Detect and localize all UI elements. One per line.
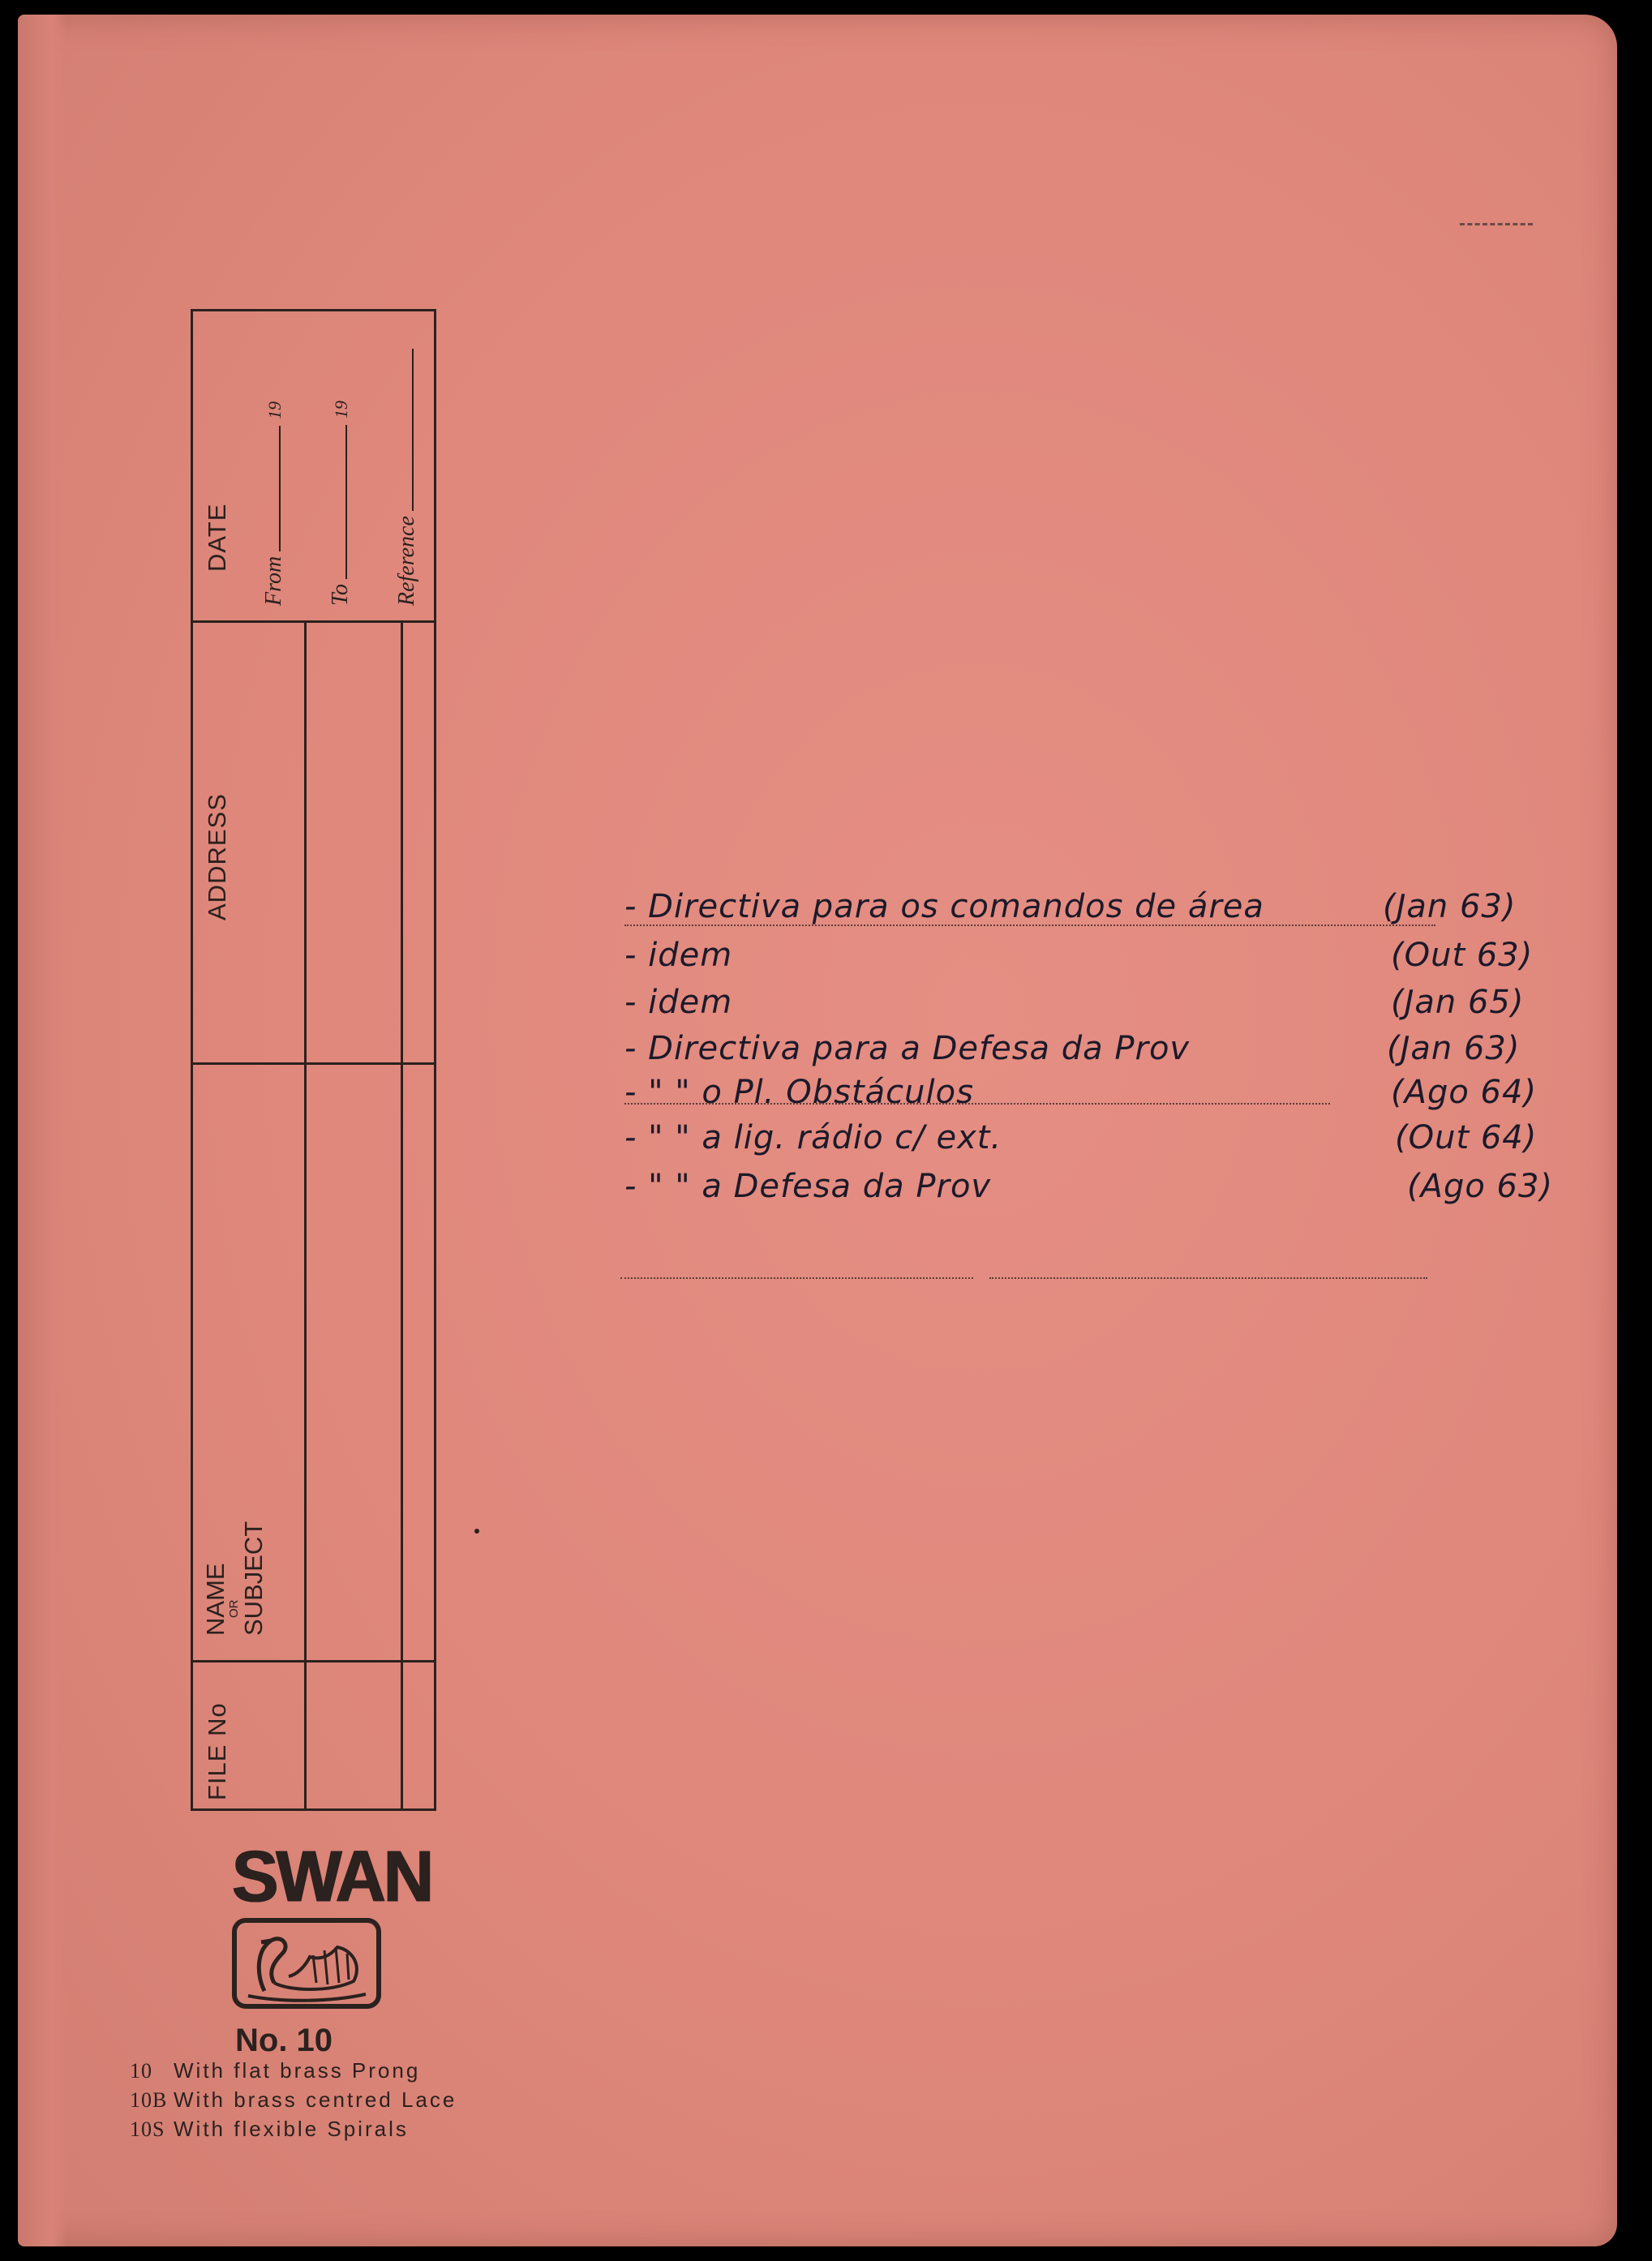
date-to-line: To19 <box>328 400 353 606</box>
entry-date: (Out 64) <box>1395 1119 1538 1156</box>
variant-item: 10 With flat brass Prong <box>130 2058 421 2083</box>
entry-text: - " " o Pl. Obstáculos <box>624 1074 974 1111</box>
name-subject-column <box>193 1062 434 1660</box>
swan-logo-icon <box>232 1918 381 2009</box>
pencil-mark <box>1460 223 1533 225</box>
variant-item: 10S With flexible Spirals <box>130 2117 409 2141</box>
entry-date: (Out 63) <box>1391 937 1534 974</box>
file-no-column <box>193 1660 434 1808</box>
entry-text: - " " a Defesa da Prov <box>624 1168 992 1205</box>
name-heading: NAME <box>201 1563 230 1636</box>
or-heading: OR <box>227 1599 241 1618</box>
date-heading: DATE <box>203 503 231 572</box>
reference-label: Reference <box>394 516 419 606</box>
entry-text: - " " a lig. rádio c/ ext. <box>624 1119 1002 1156</box>
entry-text: - idem <box>624 937 733 974</box>
dotted-rule <box>624 1103 1330 1105</box>
entry-text: - Directiva para a Defesa da Prov <box>624 1030 1191 1067</box>
entry-date: (Ago 63) <box>1407 1168 1554 1205</box>
address-heading: ADDRESS <box>203 793 231 920</box>
address-column <box>193 620 434 1062</box>
entry-date: (Jan 65) <box>1391 984 1525 1021</box>
name-subject-heading <box>203 1521 266 1636</box>
variant-item: 10B With brass centred Lace <box>130 2087 457 2112</box>
to-label: To <box>328 583 353 606</box>
folder-spine <box>18 15 67 2246</box>
entry-text: - idem <box>624 984 733 1021</box>
file-no-heading: FILE No <box>203 1702 231 1800</box>
dotted-rule <box>989 1277 1427 1279</box>
variant-list <box>130 2058 457 2146</box>
label-row-divider <box>304 620 307 1808</box>
file-label-form <box>191 309 436 1811</box>
dotted-rule <box>620 1277 973 1279</box>
reference-line <box>394 349 420 606</box>
dotted-rule <box>624 925 1435 926</box>
subject-heading: SUBJECT <box>239 1521 268 1636</box>
date-column <box>193 311 434 620</box>
entry-date: (Jan 63) <box>1383 888 1517 925</box>
date-from-line: From19 <box>261 401 286 606</box>
label-row-divider <box>401 620 403 1808</box>
brand-wordmark: SWAN <box>231 1835 431 1918</box>
entry-text: - Directiva para os comandos de área <box>624 888 1264 925</box>
entry-date: (Jan 63) <box>1387 1030 1521 1067</box>
entry-date: (Ago 64) <box>1391 1074 1538 1111</box>
ink-speck <box>474 1529 479 1534</box>
from-label: From <box>261 556 286 606</box>
model-number: No. 10 <box>235 2023 333 2058</box>
